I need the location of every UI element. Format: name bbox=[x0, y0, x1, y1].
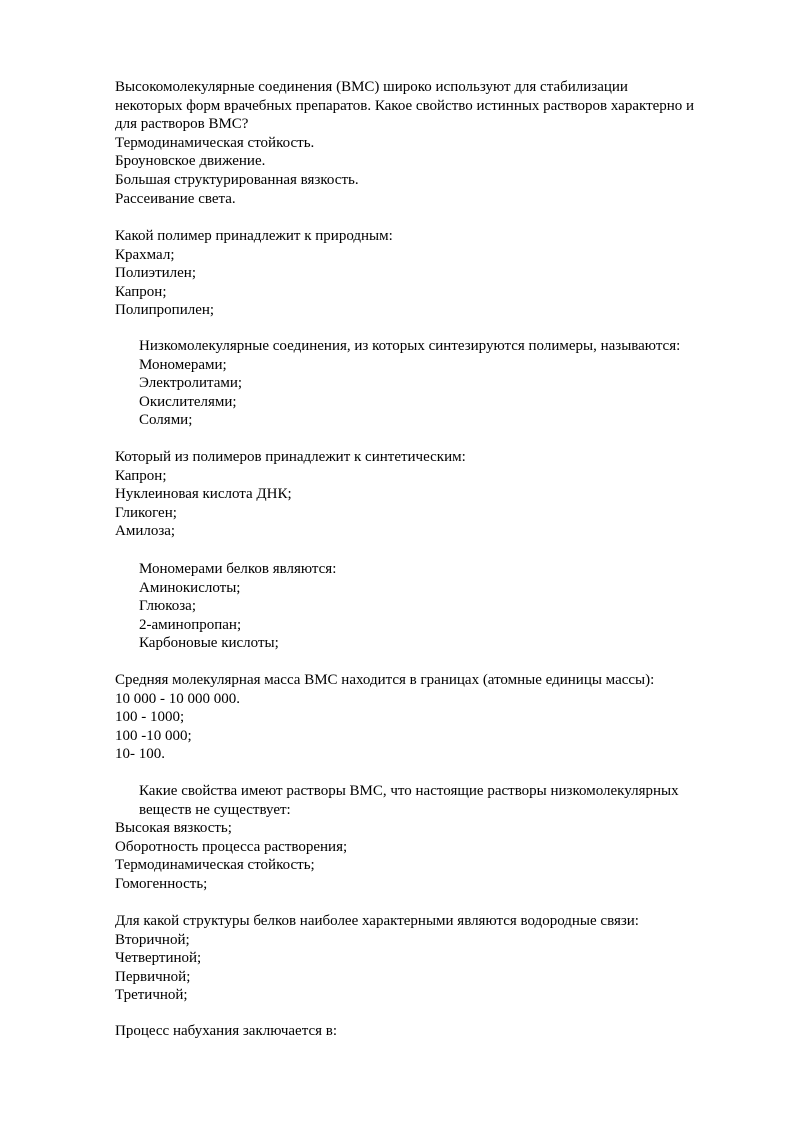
question-block bbox=[139, 337, 755, 430]
answer-option: Мономерами; bbox=[139, 356, 227, 373]
question-text: Низкомолекулярные соединения, из которых синтезируются полимеры, называются: bbox=[139, 338, 681, 354]
question-text: для растворов ВМС? bbox=[115, 116, 249, 133]
answer-option: Окислителями; bbox=[139, 393, 237, 410]
question-text: Средняя молекулярная масса ВМС находится в границах (атомные единицы массы): bbox=[115, 672, 655, 688]
question-text: Какие свойства имеют растворы ВМС, что настоящие растворы низкомолекулярных bbox=[139, 783, 679, 799]
answer-option: Карбоновые кислоты; bbox=[139, 635, 279, 652]
answer-option: Электролитами; bbox=[139, 375, 243, 392]
question-text: Мономерами белков являются: bbox=[139, 561, 337, 577]
answer-option: Нуклеиновая кислота ДНК; bbox=[115, 486, 292, 503]
question-block bbox=[115, 78, 755, 208]
answer-option: Гомогенность; bbox=[115, 875, 208, 892]
question-text: Процесс набухания заключается в: bbox=[115, 1023, 338, 1039]
question-block bbox=[115, 782, 755, 894]
question-text: некоторых форм врачебных препаратов. Какое свойство истинных растворов характерно и bbox=[115, 97, 695, 114]
answer-option: Крахмал; bbox=[115, 246, 175, 263]
answer-option: Четвертиной; bbox=[115, 950, 202, 967]
answer-option: Полиэтилен; bbox=[115, 265, 197, 282]
question-block bbox=[115, 227, 755, 320]
answer-option: Полипропилен; bbox=[115, 302, 215, 319]
question-block bbox=[115, 448, 755, 541]
question-text: Высокомолекулярные соединения (ВМС) широко используют для стабилизации bbox=[115, 79, 628, 95]
answer-option: 10- 100. bbox=[115, 746, 165, 763]
question-block bbox=[115, 1022, 755, 1041]
question-block bbox=[115, 671, 755, 764]
question-text: Какой полимер принадлежит к природным: bbox=[115, 228, 393, 244]
answer-option: Солями; bbox=[139, 412, 193, 429]
answer-option: Третичной; bbox=[115, 987, 188, 1004]
answer-option: Оборотность процесса растворения; bbox=[115, 838, 348, 855]
answer-option: Глюкоза; bbox=[139, 598, 197, 615]
answer-option: Амилоза; bbox=[115, 523, 176, 540]
answer-option: Капрон; bbox=[115, 283, 167, 300]
answer-option: Вторичной; bbox=[115, 931, 190, 948]
answer-option: Термодинамическая стойкость. bbox=[115, 134, 315, 151]
answer-option: 100 -10 000; bbox=[115, 727, 192, 744]
answer-option: Гликоген; bbox=[115, 504, 177, 521]
question-text: Который из полимеров принадлежит к синтетическим: bbox=[115, 449, 466, 465]
answer-option: 2-аминопропан; bbox=[139, 616, 242, 633]
answer-option: Рассеивание света. bbox=[115, 190, 236, 207]
answer-option: 100 - 1000; bbox=[115, 709, 185, 726]
answer-option: Высокая вязкость; bbox=[115, 820, 232, 837]
question-text: Для какой структуры белков наиболее характерными являются водородные связи: bbox=[115, 913, 639, 929]
question-text: веществ не существует: bbox=[139, 801, 291, 818]
answer-option: Аминокислоты; bbox=[139, 579, 241, 596]
answer-option: Капрон; bbox=[115, 467, 167, 484]
answer-option: 10 000 - 10 000 000. bbox=[115, 690, 240, 707]
question-block bbox=[115, 912, 755, 1005]
answer-option: Первичной; bbox=[115, 968, 191, 985]
answer-option: Большая структурированная вязкость. bbox=[115, 171, 359, 188]
answer-option: Термодинамическая стойкость; bbox=[115, 857, 315, 874]
answer-option: Броуновское движение. bbox=[115, 153, 266, 170]
question-block bbox=[139, 560, 755, 653]
